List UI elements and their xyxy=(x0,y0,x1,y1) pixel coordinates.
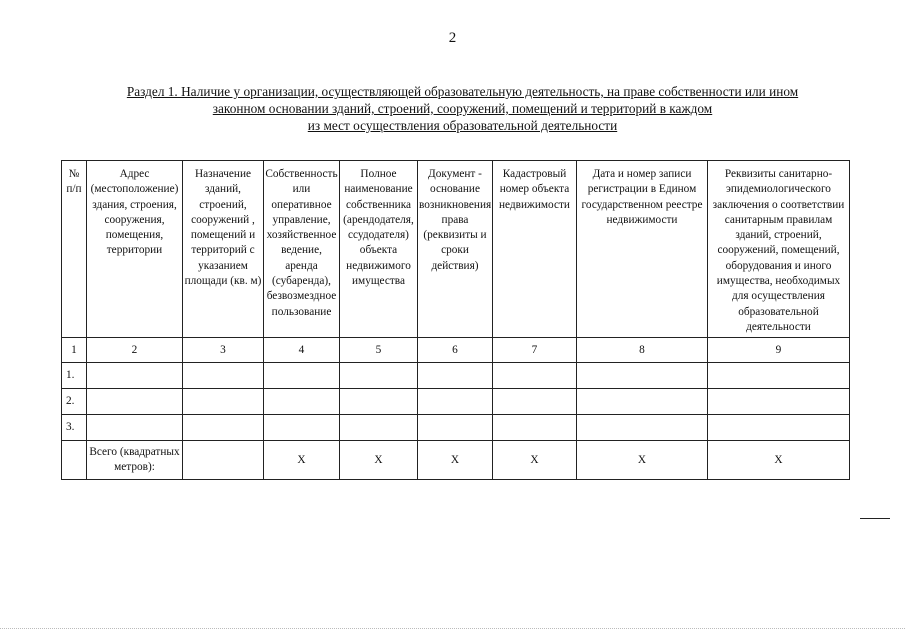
header-cell: Дата и номер записи регистрации в Едином государственном реестре недвижимости xyxy=(577,161,708,338)
section-title-line-2: законном основании зданий, строений, сооружений, помещений и территорий в каждом xyxy=(212,101,713,116)
table-cell xyxy=(708,363,850,389)
total-cell xyxy=(183,441,264,480)
total-cell: X xyxy=(340,441,418,480)
table-cell xyxy=(340,389,418,415)
column-number: 7 xyxy=(493,338,577,363)
header-cell: № п/п xyxy=(62,161,87,338)
header-cell: Документ - основание возникновения права (реквизиты и сроки действия) xyxy=(418,161,493,338)
table-cell xyxy=(264,389,340,415)
table-cell xyxy=(183,389,264,415)
table-cell xyxy=(87,415,183,441)
table-cell xyxy=(340,363,418,389)
column-number: 3 xyxy=(183,338,264,363)
header-cell: Кадастровый номер объекта недвижимости xyxy=(493,161,577,338)
total-cell: X xyxy=(708,441,850,480)
table-cell xyxy=(340,415,418,441)
table-cell xyxy=(493,389,577,415)
table-header-row xyxy=(62,161,850,338)
header-cell: Адрес (местоположение) здания, строения, сооружения, помещения, территории xyxy=(87,161,183,338)
table-cell xyxy=(264,363,340,389)
table-cell xyxy=(264,415,340,441)
column-number-row xyxy=(62,338,850,363)
table-cell xyxy=(418,389,493,415)
header-cell: Собственность или оперативное управление, хозяйственное ведение, аренда (субаренда), безвозмездное пользование xyxy=(264,161,340,338)
header-cell: Назначение зданий, строений, сооружений , помещений и территорий с указанием площади (кв. м) xyxy=(183,161,264,338)
margin-dash xyxy=(860,518,890,519)
section-title-line-3: из мест осуществления образовательной деятельности xyxy=(307,118,618,133)
total-row xyxy=(62,441,850,480)
column-number: 4 xyxy=(264,338,340,363)
table-cell xyxy=(418,415,493,441)
total-cell: X xyxy=(264,441,340,480)
section-title-line-1: Раздел 1. Наличие у организации, осуществляющей образовательную деятельность, на праве собственности или ином xyxy=(126,84,799,99)
column-number: 2 xyxy=(87,338,183,363)
table-row xyxy=(62,363,850,389)
table-cell xyxy=(708,415,850,441)
header-cell: Реквизиты санитарно-эпидемиологического заключения о соответствии санитарным правилам зданий, строений, сооружений, помещений, оборудования и иного имущества, необходимых для осуществления образовательной деятельности xyxy=(708,161,850,338)
total-cell: X xyxy=(577,441,708,480)
total-cell xyxy=(62,441,87,480)
table-cell xyxy=(183,363,264,389)
table-row xyxy=(62,415,850,441)
total-label: Всего (квадратных метров): xyxy=(87,441,183,480)
column-number: 9 xyxy=(708,338,850,363)
column-number: 6 xyxy=(418,338,493,363)
header-cell: Полное наименование собственника (арендодателя, ссудодателя) объекта недвижимого имущества xyxy=(340,161,418,338)
section-title xyxy=(40,83,885,134)
table-cell xyxy=(87,389,183,415)
column-number: 5 xyxy=(340,338,418,363)
table-cell xyxy=(708,389,850,415)
table-cell xyxy=(418,363,493,389)
table-cell: 2. xyxy=(62,389,87,415)
table-cell xyxy=(493,363,577,389)
table-cell: 3. xyxy=(62,415,87,441)
scan-artifact-line xyxy=(0,628,905,630)
column-number: 8 xyxy=(577,338,708,363)
total-cell: X xyxy=(418,441,493,480)
table-cell: 1. xyxy=(62,363,87,389)
table-cell xyxy=(577,415,708,441)
total-cell: X xyxy=(493,441,577,480)
table-cell xyxy=(87,363,183,389)
page-number: 2 xyxy=(448,30,457,46)
table-cell xyxy=(577,389,708,415)
table-cell xyxy=(493,415,577,441)
column-number: 1 xyxy=(62,338,87,363)
table-cell xyxy=(183,415,264,441)
premises-table xyxy=(61,160,850,480)
table-row xyxy=(62,389,850,415)
table-cell xyxy=(577,363,708,389)
